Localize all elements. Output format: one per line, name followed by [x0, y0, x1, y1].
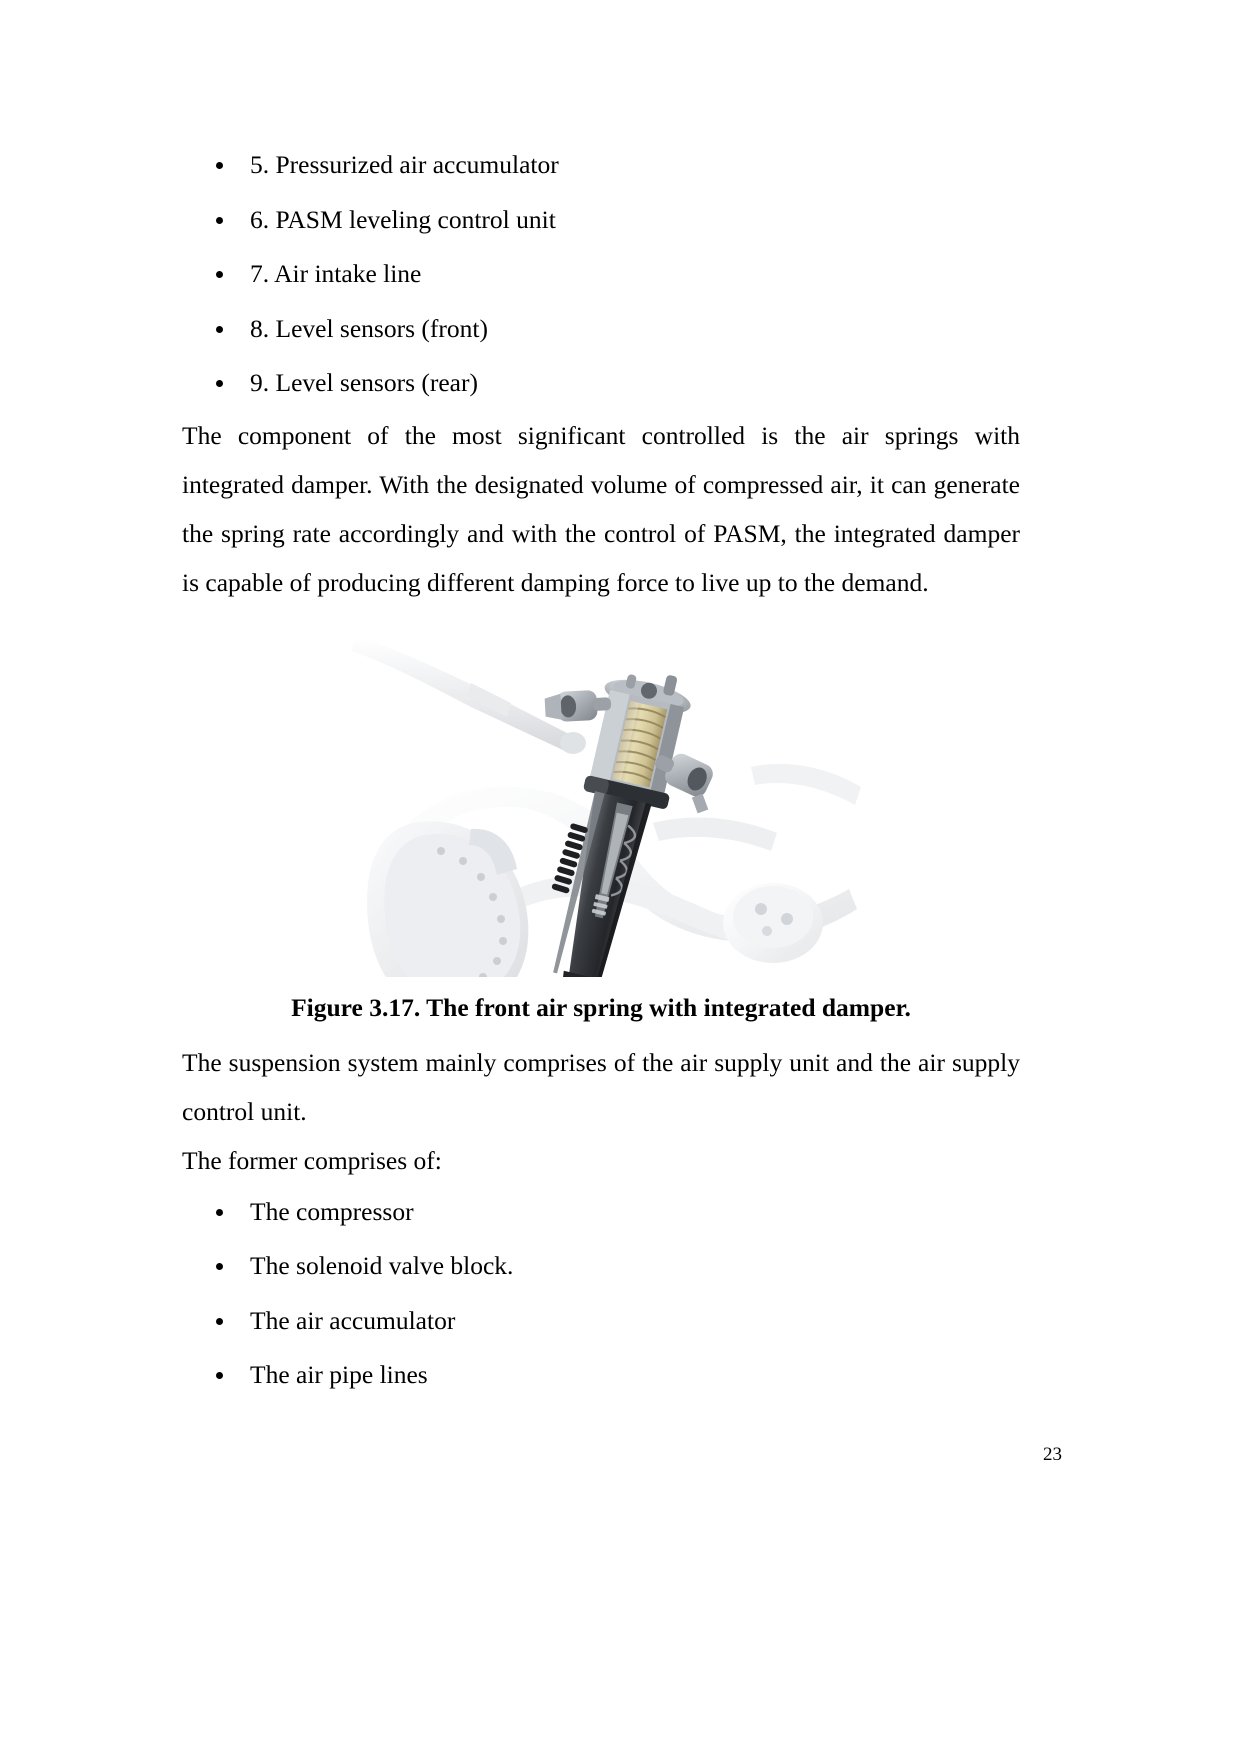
list-item-label: The air pipe lines — [250, 1360, 428, 1389]
body-paragraph-3: The former comprises of: — [182, 1145, 442, 1175]
list-item-label: 8. Level sensors (front) — [250, 313, 488, 343]
list-item — [182, 138, 1020, 193]
body-paragraph-1: The component of the most significant controlled is the air springs with integrated damper. With the designated volume of compressed air, it can generate the spring rate accordingly and with the control of PASM, the integrated damper is capable of producing different damping force to live up to the demand. — [182, 420, 1020, 597]
bullet-dot-icon — [216, 217, 223, 224]
list-item — [182, 1239, 1020, 1294]
bullet-dot-icon — [216, 326, 223, 333]
bullet-dot-icon — [216, 380, 223, 387]
bullet-dot-icon — [216, 1372, 223, 1379]
list-item-label: The compressor — [250, 1196, 414, 1226]
list-item — [182, 356, 1020, 411]
bullet-dot-icon — [216, 1209, 223, 1216]
list-item — [182, 247, 1020, 302]
body-paragraph-2: The suspension system mainly comprises of the air supply unit and the air supply control unit. — [182, 1047, 1020, 1126]
list-item-label: 6. PASM leveling control unit — [250, 204, 556, 234]
list-item — [182, 1294, 1020, 1349]
list-item-label: 9. Level sensors (rear) — [250, 368, 478, 397]
list-item-label: The air accumulator — [250, 1305, 456, 1335]
list-item-label: 5. Pressurized air accumulator — [250, 150, 559, 179]
air-supply-unit-list — [182, 1185, 1020, 1403]
page-number: 23 — [1043, 1444, 1062, 1465]
figure-image — [321, 617, 881, 977]
list-item — [182, 302, 1020, 357]
bullet-dot-icon — [216, 1263, 223, 1270]
numbered-component-list — [182, 138, 1020, 411]
bullet-dot-icon — [216, 162, 223, 169]
list-item-label: The solenoid valve block. — [250, 1251, 514, 1280]
figure-caption: Figure 3.17. The front air spring with integrated damper. — [291, 992, 911, 1022]
list-item — [182, 1185, 1020, 1240]
bullet-dot-icon — [216, 271, 223, 278]
list-item-label: 7. Air intake line — [250, 259, 422, 288]
bullet-dot-icon — [216, 1318, 223, 1325]
list-item — [182, 1348, 1020, 1403]
page-content — [182, 138, 1020, 1403]
figure-block — [182, 617, 1020, 982]
list-item — [182, 193, 1020, 248]
